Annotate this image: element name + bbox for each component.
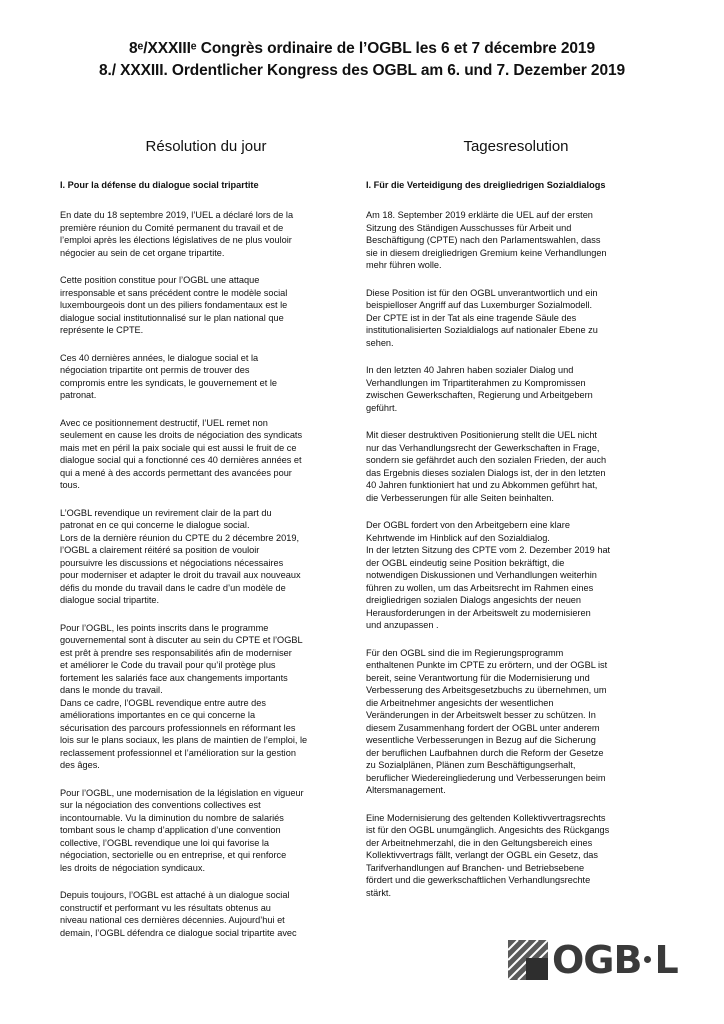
german-column — [366, 137, 666, 914]
french-paragraph: Pour l’OGBL, les points inscrits dans le programme gouvernemental sont à discuter au sein du CPTE et l’OGBL est prêt à prendre ses responsabilités afin de moderniser et améliorer le Code du travail pour qu’il protège plus fortement les salariés face aux changements importants dans le monde du travail. Dans ce cadre, l’OGBL revendique entre autre des améliorations importantes en ce qui concerne la sécurisation des parcours professionnels en réformant les lois sur le plans sociaux, les plans de maintien de l’emploi, le reclassement professionnel et l’amélioration sur la gestion des âges. — [60, 622, 308, 770]
french-column-title: Résolution du jour — [145, 138, 267, 155]
french-paragraph: Pour l’OGBL, une modernisation de la législation en vigueur sur la négociation des conventions collectives est incontournable. Vu la diminution du nombre de salariés tombant sous le champ d’application d’une convention collective, l’OGBL revendique une loi qui favorise la négociation, sectorielle ou en entreprise, et qui renforce les droits de négociation syndicaux. — [60, 787, 304, 873]
logo-dot-icon — [644, 956, 651, 963]
french-column — [60, 137, 352, 954]
german-paragraph: Am 18. September 2019 erklärte die UEL auf der ersten Sitzung des Ständigen Ausschusses für Arbeit und Beschäftigung (CPTE) nach den Parlamentswahlen, dass sie in diesem dreigliedrigen Gremium keine Verhandlungen mehr führen wolle. — [366, 210, 607, 270]
german-paragraph: Mit dieser destruktiven Positionierung stellt die UEL nicht nur das Verhandlungsrecht der Gewerkschaften in Frage, sondern sie gefährdet auch den sozialen Frieden, der auch das Ergebnis dieses sozialen Dialogs ist, der in den letzten 40 Jahren funktioniert hat und zu Abkommen geführt hat, die Verbesserungen für alle Seiten beinhalten. — [366, 430, 607, 503]
german-paragraph: In den letzten 40 Jahren haben sozialer Dialog und Verhandlungen im Tripartiterahmen zu Kompromissen zwischen Gewerkschaften, Regierung und Arbeitgebern geführt. — [366, 365, 593, 413]
french-paragraph: Cette position constitue pour l’OGBL une attaque irresponsable et sans précédent contre le modèle social luxembourgeois dont un des piliers fondamentaux est le dialogue social institutionnalisé sur le plan national que représente le CPTE. — [60, 275, 288, 335]
german-paragraph: Für den OGBL sind die im Regierungsprogramm enthaltenen Punkte im CPTE zu erörtern, und der OGBL ist bereit, seine Verantwortung für die Modernisierung und Verbesserung des Arbeitsgesetzbuchs zu übernehmen, um die Arbeitnehmer angesichts der wesentlichen Veränderungen in der Arbeitswelt besser zu schützen. In diesem Zusammenhang fordert der OGBL unter anderem wesentliche Verbesserungen in Bezug auf die Sicherung der beruflichen Laufbahnen durch die Reform der Gesetze zu Sozialplänen, Plänen zum Beschäftigungserhalt, beruflicher Wiedereingliederung und Verbesserungen beim Altersmanagement. — [366, 647, 608, 795]
german-paragraph: Eine Modernisierung des geltenden Kollektivvertragsrechts ist für den OGBL unumgänglich. Angesichts des Rückgangs der Arbeitnehmerzahl, die in den Geltungsbereich eines Kollektivvertrags fällt, verlangt der OGBL ein Gesetz, das Tarifverhandlungen auf Branchen- und Betriebsebene fördert und die gewerkschaftlichen Verhandlungsrechte stärkt. — [366, 812, 610, 898]
ogbl-logo-text: OGB L — [552, 938, 678, 982]
german-column-title: Tagesresolution — [463, 138, 569, 155]
french-paragraph: L’OGBL revendique un revirement clair de la part du patronat en ce qui concerne le dialogue social. Lors de la dernière réunion du CPTE du 2 décembre 2019, l’OGBL a clairement réitéré sa position de vouloir poursuivre les discussions et négociations nécessaires pour moderniser et adapter le droit du travail aux nouveaux défis du monde du travail dans le cadre d’un modèle de dialogue social tripartite. — [60, 507, 301, 605]
french-paragraph: En date du 18 septembre 2019, l’UEL a déclaré lors de la première réunion du Comité permanent du travail et de l’emploi après les élections législatives de ne plus vouloir négocier au sein de cet organe tripartite. — [60, 210, 294, 258]
german-paragraph: Der OGBL fordert von den Arbeitgebern eine klare Kehrtwende im Hinblick auf den Sozialdialog. In der letzten Sitzung des CPTE vom 2. Dezember 2019 hat der OGBL eindeutig seine Position bekräftigt, die notwendigen Diskussionen und Verhandlungen weiterhin führen zu wollen, um das Arbeitsrecht im Rahmen eines dreigliedrigen sozialen Dialogs angesichts der neuen Herausforderungen in der Arbeitswelt zu modernisieren und anzupassen . — [366, 520, 611, 630]
french-section-heading: I. Pour la défense du dialogue social tripartite — [60, 180, 259, 190]
header-title-de: 8./ XXXIII. Ordentlicher Kongress des OGBL am 6. und 7. Dezember 2019 — [98, 62, 626, 79]
french-paragraph: Ces 40 dernières années, le dialogue social et la négociation tripartite ont permis de trouver des compromis entre les syndicats, le gouvernement et le patronat. — [60, 352, 278, 400]
french-paragraph: Depuis toujours, l’OGBL est attaché à un dialogue social constructif et performant vu les résultats obtenus au niveau national ces dernières décennies. Aujourd’hui et demain, l’OGBL défendra ce dialogue social tripartite avec — [60, 890, 297, 938]
ogbl-logo-icon — [508, 940, 548, 980]
document-header — [0, 38, 724, 82]
ogbl-logo — [508, 938, 678, 982]
german-paragraph: Diese Position ist für den OGBL unverantwortlich und ein beispielloser Angriff auf das Luxemburger Sozialmodell. Der CPTE ist in der Tat als eine tragende Säule des institutionalisierten Sozialdialogs auf nationaler Ebene zu sehen. — [366, 287, 598, 348]
header-title-fr: 8ᵉ/XXXIIIᵉ Congrès ordinaire de l’OGBL les 6 et 7 décembre 2019 — [129, 40, 595, 57]
french-paragraph: Avec ce positionnement destructif, l’UEL remet non seulement en cause les droits de négociation des syndicats mais met en péril la paix sociale qui est aussi le fruit de ce dialogue social qui a fonctionné ces 40 dernières années et qui a mené à des accords permettant des avancées pour tous. — [60, 417, 303, 490]
german-section-heading: I. Für die Verteidigung des dreigliedrigen Sozialdialogs — [366, 180, 606, 190]
